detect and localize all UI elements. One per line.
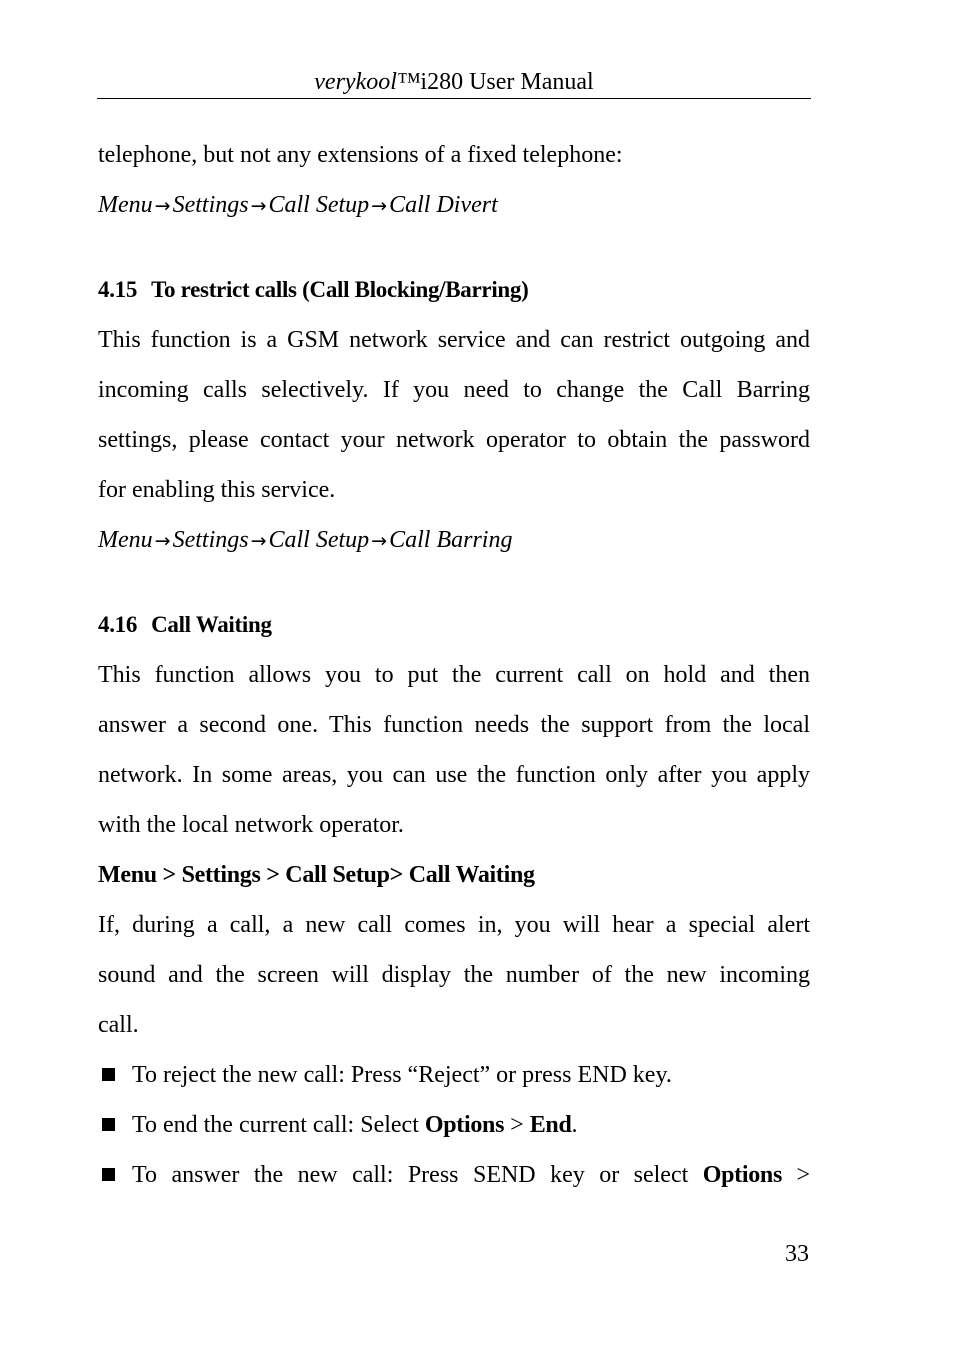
running-header: [97, 66, 811, 98]
menu-path-call-barring: [98, 515, 810, 566]
header-brand: verykool™: [314, 69, 421, 95]
arrow-icon: →: [154, 195, 171, 217]
section-heading-4-16: [98, 600, 810, 650]
arrow-icon: →: [371, 195, 388, 217]
bullet-text-end: [132, 1100, 810, 1150]
body-line: with the local network operator.: [98, 812, 404, 838]
body-line: network. In some areas, you can use the function only after you apply: [98, 762, 810, 788]
bullet-text-answer: [132, 1150, 810, 1200]
bullet-list: [98, 1050, 810, 1200]
section-title: Call Waiting: [151, 612, 272, 637]
body-line: sound and the screen will display the number of the new incoming: [98, 962, 810, 988]
body-line: for enabling this service.: [98, 477, 336, 503]
menu-path-call-waiting: Menu > Settings > Call Setup> Call Waiting: [98, 862, 535, 888]
square-bullet-icon: [98, 1050, 132, 1100]
body-line: incoming calls selectively. If you need to change the Call Barring: [98, 377, 810, 403]
arrow-icon: →: [250, 530, 267, 552]
square-bullet-icon: [98, 1100, 132, 1150]
header-rule: [97, 98, 811, 99]
body-line: If, during a call, a new call comes in, you will hear a special alert: [98, 912, 810, 938]
arrow-icon: →: [154, 530, 171, 552]
body-line: This function is a GSM network service and can restrict outgoing and: [98, 327, 810, 353]
intro-line: telephone, but not any extensions of a fixed telephone:: [98, 142, 623, 168]
body-line: call.: [98, 1012, 139, 1038]
separator: >: [796, 1162, 811, 1188]
section-heading-4-15: [98, 265, 810, 315]
path-step: Settings: [172, 192, 249, 218]
list-item: [98, 1100, 810, 1150]
path-step: Call Setup: [268, 192, 370, 218]
path-step: Call Divert: [389, 192, 498, 218]
body-line: This function allows you to put the current call on hold and then: [98, 662, 810, 688]
bullet-text: To answer the new call: Press SEND key or select: [132, 1162, 689, 1188]
end-label: End: [529, 1112, 572, 1138]
header-title: i280 User Manual: [420, 69, 594, 95]
square-bullet-icon: [98, 1150, 132, 1200]
body-line: settings, please contact your network operator to obtain the password: [98, 427, 810, 453]
path-step: Menu: [98, 527, 153, 553]
section-number: 4.15: [98, 277, 138, 302]
menu-path-call-divert: [98, 180, 810, 231]
bullet-text: .: [571, 1112, 578, 1138]
page-number: 33: [785, 1241, 809, 1267]
options-label: Options: [702, 1162, 783, 1188]
bullet-text: To end the current call: Select: [132, 1112, 425, 1138]
path-step: Call Barring: [389, 527, 513, 553]
section-number: 4.16: [98, 612, 138, 637]
path-step: Settings: [172, 527, 249, 553]
arrow-icon: →: [250, 195, 267, 217]
options-label: Options: [424, 1112, 505, 1138]
separator: >: [504, 1112, 530, 1138]
list-item: [98, 1150, 810, 1200]
list-item: [98, 1050, 810, 1100]
bullet-text-reject: To reject the new call: Press “Reject” or press END key.: [132, 1062, 672, 1088]
path-step: Call Setup: [268, 527, 370, 553]
arrow-icon: →: [371, 530, 388, 552]
body-line: answer a second one. This function needs the support from the local: [98, 712, 810, 738]
path-step: Menu: [98, 192, 153, 218]
section-title: To restrict calls (Call Blocking/Barring): [151, 277, 529, 302]
